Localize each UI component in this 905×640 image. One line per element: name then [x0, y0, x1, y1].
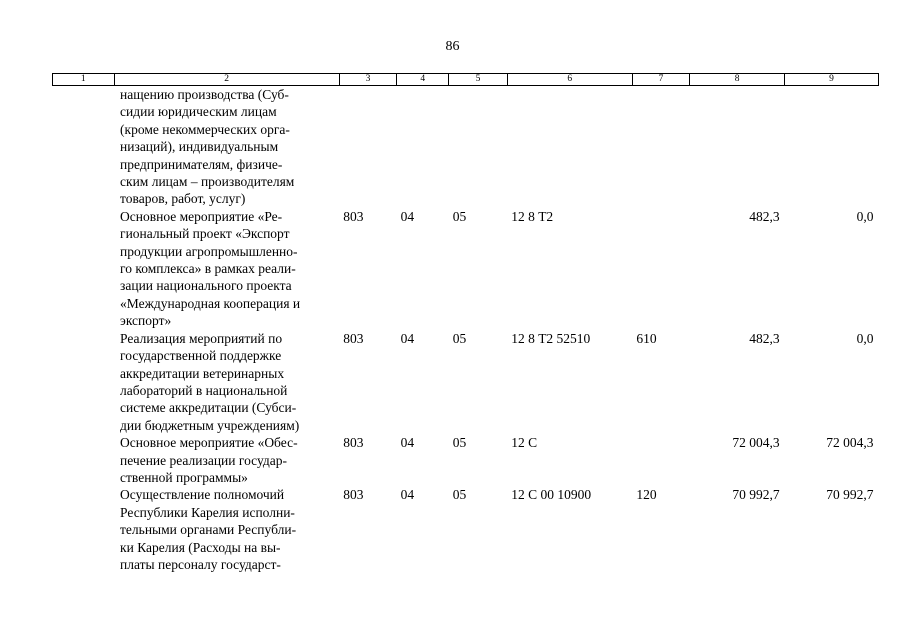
admin-code-cell [339, 86, 396, 208]
section-code-cell: 04 [400, 435, 415, 451]
row-number-cell [53, 434, 115, 486]
admin-code-cell: 803 [343, 208, 364, 224]
section-code-cell: 04 [400, 487, 415, 503]
amount-year-2-cell: 72 004,3 [826, 435, 874, 451]
page-number: 86 [445, 39, 460, 54]
expense-type-cell [632, 208, 689, 330]
row-number-cell [53, 330, 115, 434]
description-line: (кроме некоммерческих орга- [120, 121, 290, 137]
description-line: ским лицам – производителям [120, 174, 295, 190]
section-code-cell [397, 86, 449, 208]
subsection-code-cell: 05 [452, 487, 467, 503]
table-body [53, 86, 879, 574]
description-line: низаций), индивидуальным [120, 139, 279, 155]
description-line: Республики Карелия исполни- [120, 504, 295, 520]
description-line: продукции агропромышленно- [120, 243, 298, 259]
target-article-cell: 12 8 Т2 [511, 208, 554, 224]
description-line: печение реализации государ- [120, 452, 287, 468]
description-cell [114, 330, 339, 434]
header-col-6: 6 [507, 74, 632, 86]
description-line: государственной поддержке [120, 348, 282, 364]
target-article-cell: 12 С [511, 435, 538, 451]
description-line: предпринимателям, физиче- [120, 156, 283, 172]
description-line: лабораторий в национальной [120, 382, 288, 398]
description-cell [114, 434, 339, 486]
description-line: системе аккредитации (Субси- [120, 400, 297, 416]
budget-table [52, 73, 879, 573]
row-number-cell [53, 86, 115, 208]
header-col-1: 1 [53, 74, 115, 86]
description-line: сидии юридическим лицам [120, 104, 277, 120]
description-line: зации национального проекта [120, 278, 292, 294]
row-number-cell [53, 208, 115, 330]
header-row [53, 74, 879, 86]
table-row [53, 208, 879, 330]
description-line: тельными органами Республи- [120, 522, 297, 538]
description-line: товаров, работ, услуг) [120, 191, 246, 207]
section-code-cell: 04 [400, 330, 415, 346]
expense-type-cell [632, 434, 689, 486]
amount-year-1-cell: 482,3 [749, 208, 780, 224]
amount-year-2-cell [785, 86, 879, 208]
subsection-code-cell: 05 [452, 435, 467, 451]
amount-year-1-cell: 72 004,3 [732, 435, 780, 451]
description-line: ки Карелия (Расходы на вы- [120, 539, 281, 555]
expense-type-cell [632, 86, 689, 208]
subsection-code-cell: 05 [452, 208, 467, 224]
header-col-8: 8 [690, 74, 785, 86]
header-col-2: 2 [114, 74, 339, 86]
header-col-5: 5 [449, 74, 507, 86]
admin-code-cell: 803 [343, 435, 364, 451]
description-line: экспорт» [120, 313, 172, 329]
table-row [53, 434, 879, 486]
description-cell [114, 486, 339, 573]
amount-year-1-cell: 482,3 [749, 330, 780, 346]
header-col-7: 7 [632, 74, 689, 86]
subsection-code-cell: 05 [452, 330, 467, 346]
description-line: Осуществление полномочий [120, 487, 285, 503]
description-line: дии бюджетным учреждениям) [120, 417, 300, 433]
expense-type-cell: 120 [636, 487, 657, 503]
description-line: нащению производства (Суб- [120, 87, 289, 102]
row-number-cell [53, 486, 115, 573]
target-article-cell: 12 С 00 10900 [511, 487, 592, 503]
target-article-cell: 12 8 Т2 52510 [511, 330, 591, 346]
amount-year-2-cell: 0,0 [856, 330, 874, 346]
description-line: го комплекса» в рамках реали- [120, 261, 296, 277]
description-line: «Международная кооперация и [120, 295, 301, 311]
table-row [53, 330, 879, 434]
description-line: Реализация мероприятий по [120, 330, 283, 346]
subsection-code-cell [449, 86, 507, 208]
section-code-cell: 04 [400, 208, 415, 224]
description-line: платы персоналу государст- [120, 556, 281, 572]
table-row [53, 486, 879, 573]
amount-year-2-cell: 70 992,7 [826, 487, 874, 503]
target-article-cell [507, 86, 632, 208]
amount-year-1-cell [690, 86, 785, 208]
description-line: аккредитации ветеринарных [120, 365, 285, 381]
admin-code-cell: 803 [343, 330, 364, 346]
table-header [53, 74, 879, 86]
amount-year-1-cell: 70 992,7 [732, 487, 780, 503]
description-line: гиональный проект «Экспорт [120, 226, 290, 242]
description-cell [114, 86, 339, 208]
admin-code-cell: 803 [343, 487, 364, 503]
table-row [53, 86, 879, 208]
description-cell [114, 208, 339, 330]
description-line: ственной программы» [120, 469, 248, 485]
header-col-4: 4 [397, 74, 449, 86]
description-line: Основное мероприятие «Ре- [120, 208, 283, 224]
description-line: Основное мероприятие «Обес- [120, 435, 298, 451]
header-col-3: 3 [339, 74, 396, 86]
amount-year-2-cell: 0,0 [856, 208, 874, 224]
header-col-9: 9 [785, 74, 879, 86]
expense-type-cell: 610 [636, 330, 657, 346]
